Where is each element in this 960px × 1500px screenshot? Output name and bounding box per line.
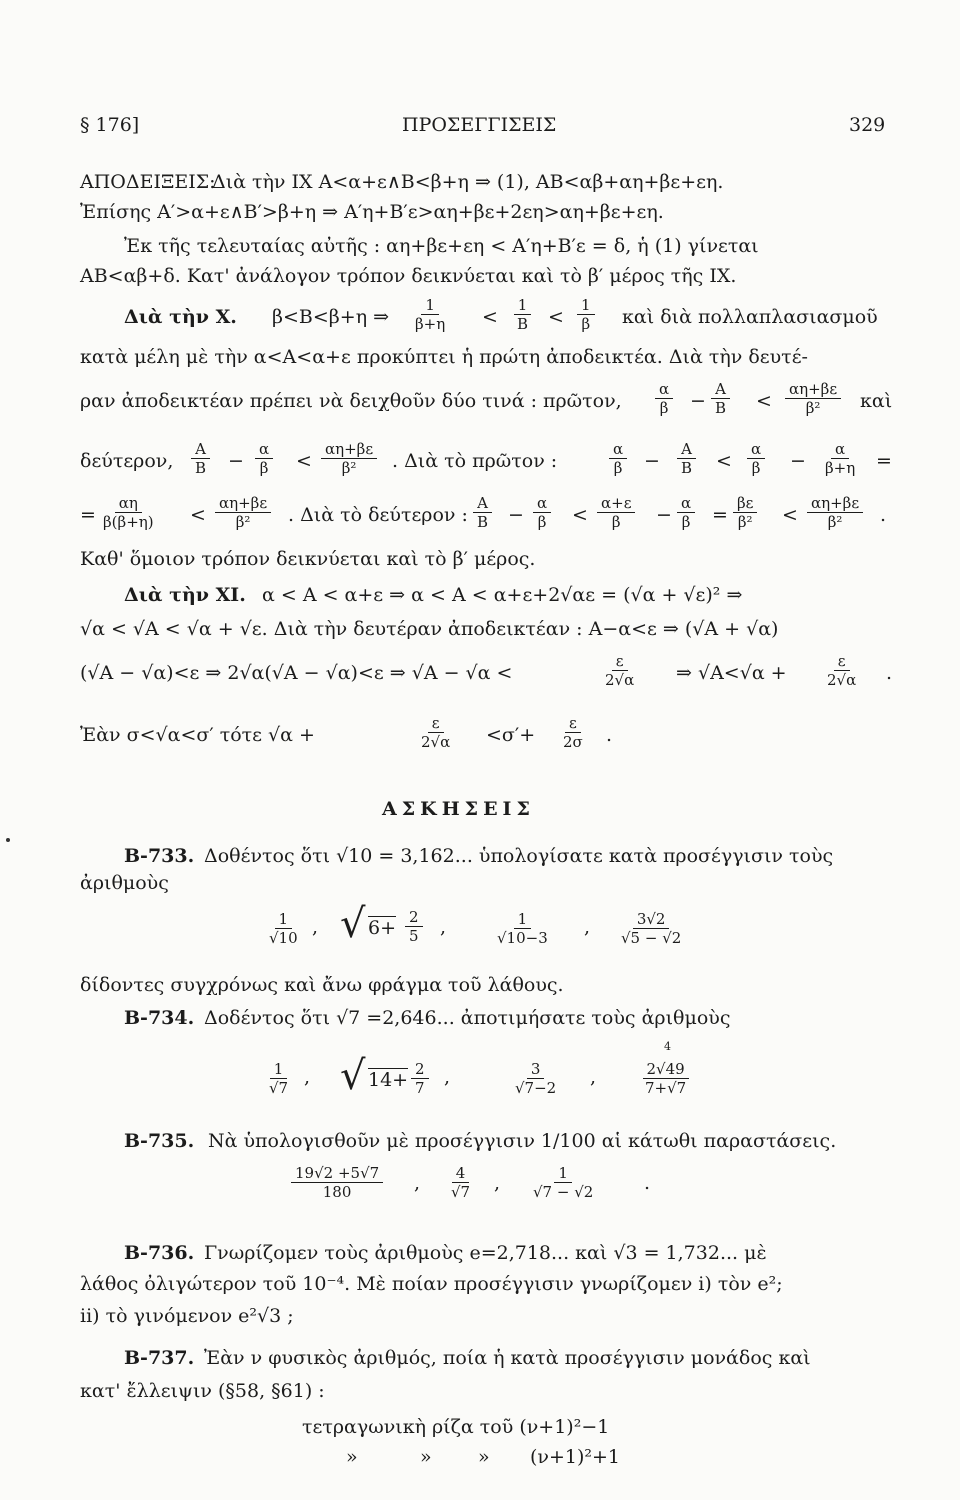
lt-sign: < (296, 450, 312, 472)
period: . (886, 662, 893, 684)
fraction: $\frac{\alpha}{\beta}$ (255, 440, 273, 477)
radicand: 14+ (368, 1069, 409, 1091)
comma: , (584, 916, 591, 938)
minus-sign: − (644, 450, 660, 472)
proof-line-13 (0, 652, 960, 702)
minus-sign: − (228, 450, 244, 472)
proof-text: ΑΒ<αβ+δ. Κατ' ἀνάλογον τρόπον δεικνύεται καὶ τὸ β′ μέρος τῆς IX. (80, 265, 737, 287)
proof-text: . Διὰ τὸ δεύτερον : (288, 504, 468, 526)
fraction: $\frac{1}{√7}$ (269, 1060, 289, 1097)
ditto-mark: » (478, 1446, 490, 1468)
lt-sign: < (482, 306, 498, 328)
minus-sign: − (690, 390, 706, 412)
exercise-text: δίδοντες συγχρόνως καὶ ἄνω φράγμα τοῦ λάθους. (80, 974, 564, 996)
exercise-text: Δοδέντος ὅτι √7 =2,646... ἀποτιμήσατε τοὺς ἀριθμοὺς (204, 1007, 731, 1029)
fraction: $\frac{\alpha\eta+\beta\varepsilon}{\text{β²}}$ (321, 440, 377, 477)
fraction: $\frac{1}{\beta+\eta}$ (415, 296, 446, 333)
fraction: $\frac{\alpha\eta+\beta\varepsilon}{\text{β²}}$ (785, 380, 841, 417)
lt-sign: < (782, 504, 798, 526)
comma: , (414, 1172, 421, 1194)
ditto-mark: » (420, 1446, 432, 1468)
section-number: § 176] (80, 114, 140, 136)
proof-text: Διὰ τὴν IX Α<α+ε∧Β<β+η ⇒ (1), ΑΒ<αβ+αη+βε+εη. (212, 171, 724, 193)
exercise-735-numbers (0, 1160, 960, 1216)
exercise-text: (ν+1)²+1 (530, 1446, 621, 1468)
section-heading: ΑΣΚΗΣΕΙΣ (382, 798, 535, 820)
fraction: $\frac{A}{B}$ (677, 440, 696, 477)
exercise-text: Δοθέντος ὅτι √10 = 3,162... ὑπολογίσατε κατὰ προσέγγισιν τοὺς (204, 845, 834, 867)
fraction: $\frac{3}{√7-2}$ (515, 1060, 557, 1097)
proof-text: <σ′+ (486, 724, 536, 746)
fraction: $\frac{1}{√7 - √2}$ (533, 1164, 594, 1201)
proof-text: Ἐπίσης Α′>α+ε∧Β′>β+η ⇒ Α′η+Β′ε>αη+βε+2εη>αη+βε+εη. (80, 201, 664, 223)
proof-text: καὶ διὰ πολλαπλασιασμοῦ (622, 306, 878, 328)
sqrt-icon: √ (340, 901, 366, 947)
fraction: $\frac{A}{B}$ (191, 440, 210, 477)
proof-line-8 (0, 440, 960, 490)
proof-text: καὶ (860, 390, 893, 412)
margin-dot (6, 838, 10, 842)
fraction: $\frac{A}{B}$ (711, 380, 730, 417)
proof-line-7 (0, 380, 960, 430)
proof-text: ραν ἀποδεικτέαν πρέπει νὰ δειχθοῦν δύο τινά : πρῶτον, (80, 390, 622, 412)
fraction: $\frac{\varepsilon}{2√\alpha}$ (827, 652, 857, 689)
radicand: 6+ (368, 917, 397, 939)
fraction: $\frac{1}{√10-3}$ (497, 910, 548, 947)
sqrt-icon: √ (340, 1053, 366, 1099)
fraction: $\frac{4}{√7}$ (451, 1164, 471, 1201)
exercise-number: Β-735. (124, 1130, 195, 1152)
fraction: $\frac{\alpha}{\beta}$ (655, 380, 673, 417)
comma: , (590, 1066, 597, 1088)
fraction: $\frac{\alpha+\varepsilon}{\beta}$ (597, 494, 635, 531)
exercise-number: Β-737. (124, 1347, 195, 1369)
comma: , (312, 916, 319, 938)
period: . (880, 504, 887, 526)
proof-text: κατὰ μέλη μὲ τὴν α<Α<α+ε προκύπτει ἡ πρώτη ἀποδεικτέα. Διὰ τὴν δευτέ- (80, 346, 808, 368)
proof-text: Ἐκ τῆς τελευταίας αὐτῆς : αη+βε+εη < Α′η+Β′ε = δ, ἡ (1) γίνεται (124, 235, 759, 257)
proof-line-5 (0, 296, 960, 346)
page-number: 329 (849, 114, 886, 136)
fraction: $\frac{\varepsilon}{2√\alpha}$ (421, 714, 451, 751)
exercise-text: τετραγωνικὴ ρίζα τοῦ (ν+1)²−1 (302, 1416, 610, 1438)
ditto-mark: » (346, 1446, 358, 1468)
fraction: $\frac{\alpha}{\beta}$ (609, 440, 627, 477)
proof-text: α < Α < α+ε ⇒ α < Α < α+ε+2√αε = (√α + √ε)² ⇒ (262, 584, 743, 606)
fraction: $\frac{3√2}{√5 - √2}$ (621, 910, 682, 947)
fraction: $\frac{A}{B}$ (473, 494, 492, 531)
comma: , (304, 1066, 311, 1088)
fraction: $\frac{2}{5}$ (405, 908, 423, 945)
lt-sign: < (716, 450, 732, 472)
proof-text: √α < √Α < √α + √ε. Διὰ τὴν δευτέραν ἀποδεικτέαν : Α−α<ε ⇒ (√Α + √α) (80, 618, 779, 640)
fraction: $\frac{\alpha\eta+\beta\varepsilon}{\text{β²}}$ (215, 494, 271, 531)
comma: , (444, 1066, 451, 1088)
fraction: $\frac{1}{B}$ (513, 296, 532, 333)
proof-line-9 (0, 494, 960, 544)
fraction: $\frac{\alpha}{\beta+\eta}$ (825, 440, 856, 477)
exercise-text: Γνωρίζομεν τοὺς ἀριθμοὺς e=2,718... καὶ √3 = 1,732... μὲ (204, 1242, 767, 1264)
fraction: $\frac{19√2 +5√7}{180}$ (291, 1164, 383, 1201)
fraction: $\frac{\varepsilon}{2\sigma}$ (563, 714, 583, 751)
page-title: ΠΡΟΣΕΓΓΙΣΕΙΣ (402, 114, 557, 136)
exercise-number: Β-733. (124, 845, 195, 867)
minus-sign: − (656, 504, 672, 526)
fraction: $\frac{2√49}{7+√7}$ (641, 1060, 690, 1097)
lt-sign: < (190, 504, 206, 526)
exercise-text: Ἐὰν ν φυσικὸς ἀριθμός, ποία ἡ κατὰ προσέγγισιν μονάδος καὶ (204, 1347, 811, 1369)
exercise-text: ii) τὸ γινόμενον e²√3 ; (80, 1305, 294, 1327)
proof-text: β<Β<β+η ⇒ (272, 306, 390, 328)
eq-sign: = (876, 450, 892, 472)
exercise-text: Νὰ ὑπολογισθοῦν μὲ προσέγγισιν 1/100 αἱ κάτωθι παραστάσεις. (208, 1130, 837, 1152)
fraction: $\frac{\alpha\eta+\beta\varepsilon}{\text{β²}}$ (807, 494, 863, 531)
exercise-734-numbers (0, 1040, 960, 1112)
exercise-text: κατ' ἔλλειψιν (§58, §61) : (80, 1380, 325, 1402)
proof-text: Διὰ τὴν XI. (124, 584, 246, 606)
fraction: $\frac{\beta\varepsilon}{\text{β²}}$ (733, 494, 757, 531)
fraction: $\frac{\alpha\eta}{\beta(\beta+\eta)}$ (103, 494, 154, 531)
comma: , (440, 916, 447, 938)
proof-text: . Διὰ τὸ πρῶτον : (392, 450, 558, 472)
fraction: $\frac{\alpha}{\beta}$ (747, 440, 765, 477)
fraction: $\frac{2}{7}$ (411, 1060, 429, 1097)
proof-text: ⇒ √Α<√α + (676, 662, 787, 684)
lt-sign: < (756, 390, 772, 412)
comma: , (494, 1172, 501, 1194)
lt-sign: < (572, 504, 588, 526)
exercise-text: λάθος ὀλιγώτερον τοῦ 10⁻⁴. Μὲ ποίαν προσέγγισιν γνωρίζομεν i) τὸν e²; (80, 1273, 783, 1295)
fraction: $\frac{\varepsilon}{2√\alpha}$ (605, 652, 635, 689)
proof-text: Διὰ τὴν X. (124, 306, 237, 328)
proof-text: Ἐὰν σ<√α<σ′ τότε √α + (80, 724, 315, 746)
period: . (606, 724, 613, 746)
proof-text: Καθ' ὅμοιον τρόπον δεικνύεται καὶ τὸ β′ μέρος. (80, 548, 536, 570)
proof-text: δεύτερον, (80, 450, 174, 472)
exercise-number: Β-734. (124, 1007, 195, 1029)
period: . (644, 1172, 651, 1194)
exercise-733-numbers (0, 902, 960, 958)
eq-sign: = (80, 504, 96, 526)
proof-text: (√Α − √α)<ε ⇒ 2√α(√Α − √α)<ε ⇒ √Α − √α < (80, 662, 513, 684)
exercise-number: Β-736. (124, 1242, 195, 1264)
fraction: $\frac{1}{√10}$ (269, 910, 298, 947)
fraction: $\frac{\alpha}{\beta}$ (533, 494, 551, 531)
exercise-text: ἀριθμοὺς (80, 872, 169, 894)
root-index: 4 (664, 1040, 671, 1053)
proofs-label: ΑΠΟΔΕΙΞΕΙΣ: (80, 171, 216, 193)
proof-line-14 (0, 714, 960, 764)
eq-sign: = (712, 504, 728, 526)
fraction: $\frac{1}{\beta}$ (577, 296, 595, 333)
minus-sign: − (508, 504, 524, 526)
lt-sign: < (548, 306, 564, 328)
minus-sign: − (790, 450, 806, 472)
fraction: $\frac{\alpha}{\beta}$ (677, 494, 695, 531)
